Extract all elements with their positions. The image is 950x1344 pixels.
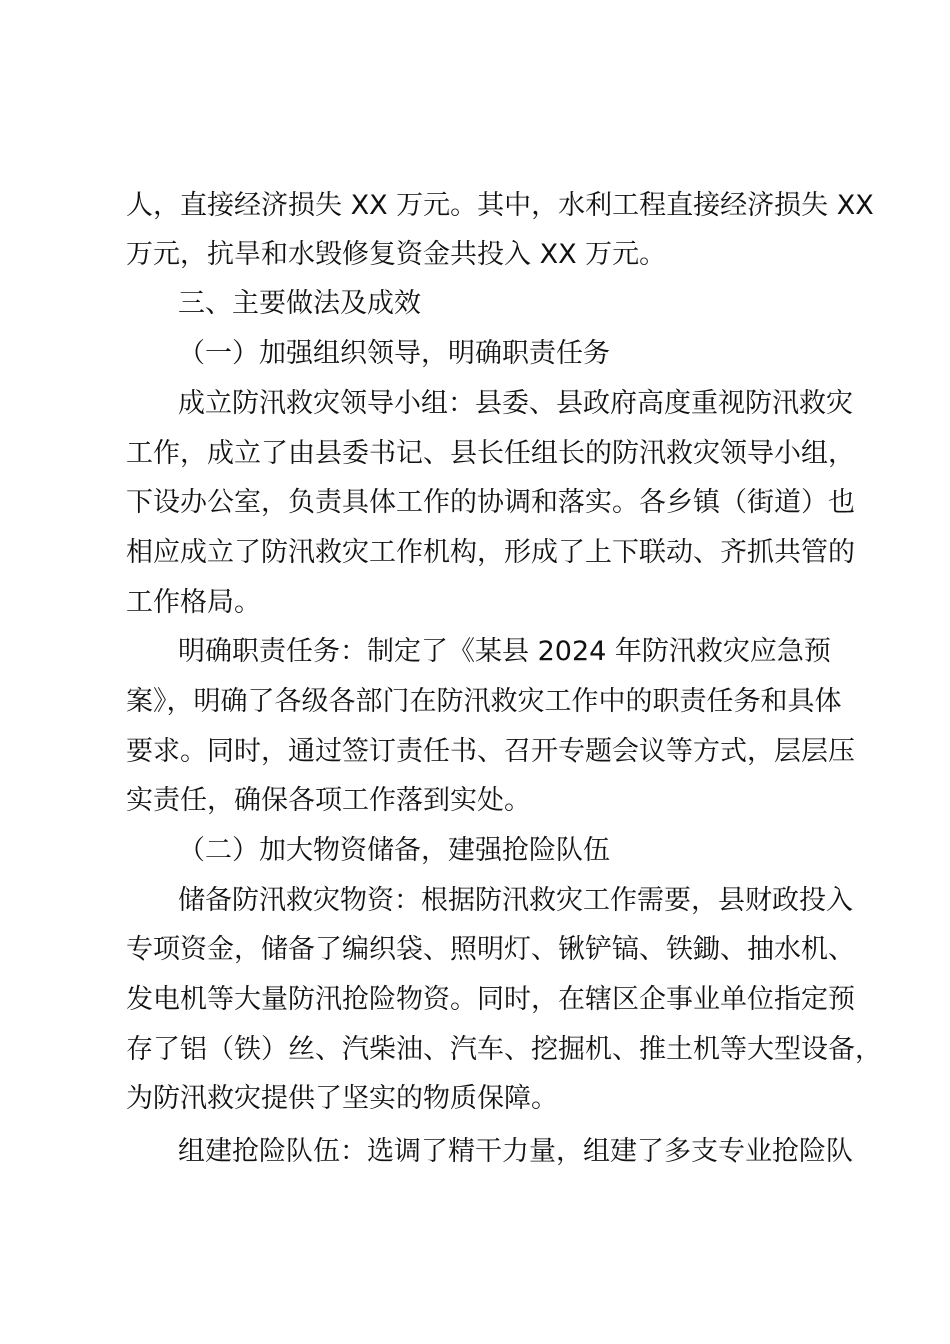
body-text-line: 工作格局。: [126, 587, 261, 618]
body-text-line: 工作，成立了由县委书记、县长任组长的防汛救灾领导小组，: [126, 438, 855, 469]
body-text-line: 案》，明确了各级各部门在防汛救灾工作中的职责任务和具体: [126, 686, 842, 717]
paragraph-start-line: 明确职责任务：制定了《某县 2024 年防汛救灾应急预: [178, 636, 831, 667]
paragraph-start-line: 成立防汛救灾领导小组：县委、县政府高度重视防汛救灾: [178, 388, 853, 419]
body-text-line: 专项资金，储备了编织袋、照明灯、锹铲镐、铁鋤、抽水机、: [126, 934, 855, 965]
section-heading: 三、主要做法及成效: [178, 288, 421, 319]
body-text-line: 下设办公室，负责具体工作的协调和落实。各乡镇（街道）也: [126, 487, 855, 518]
body-text-line: 万元，抗旱和水毁修复资金共投入 XX 万元。: [126, 239, 667, 270]
body-text-line: 实责任，确保各项工作落到实处。: [126, 785, 531, 816]
paragraph-start-line: 组建抢险队伍：选调了精干力量，组建了多支专业抢险队: [178, 1136, 853, 1167]
subsection-heading: （二）加大物资储备，建强抢险队伍: [178, 835, 610, 866]
body-text-line: 人，直接经济损失 XX 万元。其中，水利工程直接经济损失 XX: [126, 190, 874, 221]
body-text-line: 相应成立了防汛救灾工作机构，形成了上下联动、齐抓共管的: [126, 537, 855, 568]
body-text-line: 存了铝（铁）丝、汽柴油、汽车、挖掘机、推土机等大型设备，: [126, 1034, 882, 1065]
subsection-heading: （一）加强组织领导，明确职责任务: [178, 338, 610, 369]
paragraph-start-line: 储备防汛救灾物资：根据防汛救灾工作需要，县财政投入: [178, 885, 853, 916]
body-text-line: 发电机等大量防汛抢险物资。同时，在辖区企事业单位指定预: [126, 984, 855, 1015]
body-text-line: 要求。同时，通过签订责任书、召开专题会议等方式，层层压: [126, 736, 855, 767]
body-text-line: 为防汛救灾提供了坚实的物质保障。: [126, 1083, 558, 1114]
